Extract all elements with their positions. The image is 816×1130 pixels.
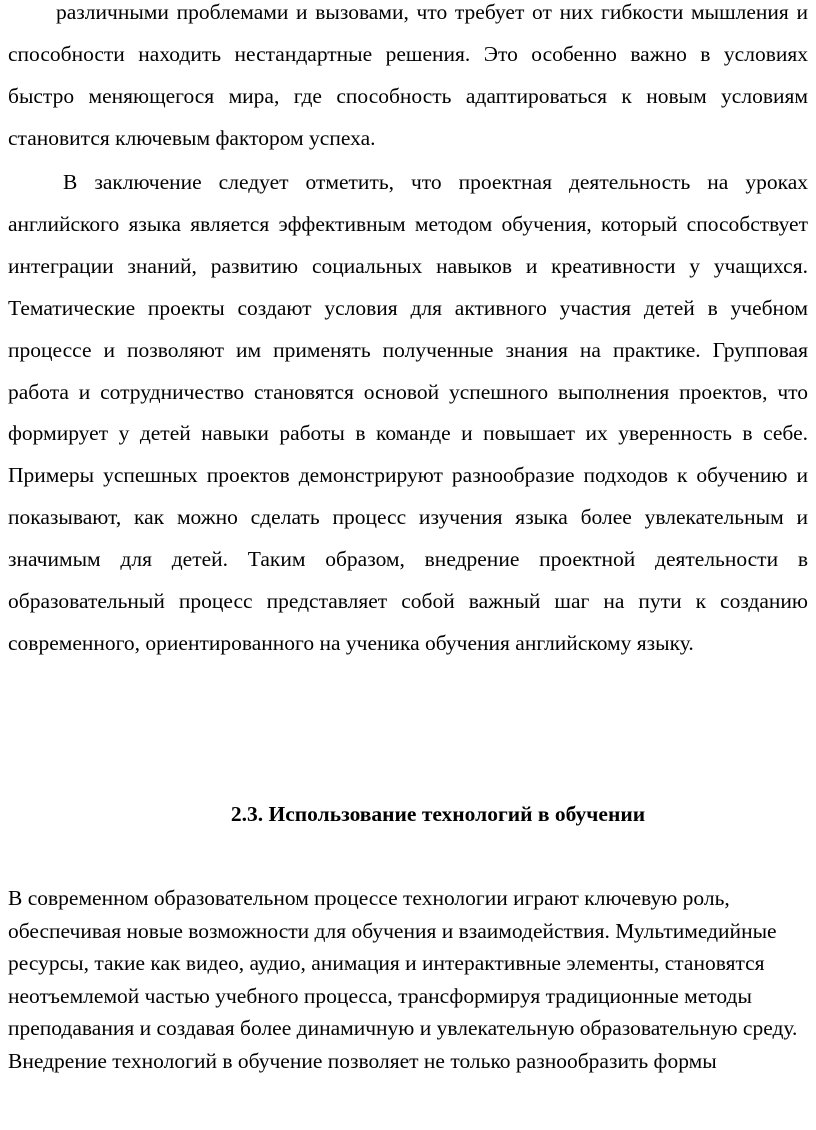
paragraph-continuation: различными проблемами и вызовами, что требует от них гибкости мышления и способности находить нестандартные решения. Это особенно важно в условиях быстро меняющегося мира, где способность адаптироваться к новым условиям становится ключевым фактором успеха. [8,0,808,150]
section-heading: 2.3. Использование технологий в обучении [230,802,646,826]
section-paragraph: В современном образовательном процессе технологии играют ключевую роль, обеспечивая новые возможности для обучения и взаимодействия. Мультимедийные ресурсы, такие как видео, аудио, анимация и интерактивные элементы, становятся неотъемлемой частью учебного процесса, трансформируя традиционные методы преподавания и создавая более динамичную и увлекательную образовательную среду. Внедрение технологий в обучение позволяет не только разнообразить формы [8,886,798,1073]
paragraph-conclusion: В заключение следует отметить, что проектная деятельность на уроках английского языка является эффективным методом обучения, который способствует интеграции знаний, развитию социальных навыков и креативности у учащихся. Тематические проекты создают условия для активного участия детей в учебном процессе и позволяют им применять полученные знания на практике. Групповая работа и сотрудничество становятся основой успешного выполнения проектов, что формирует у детей навыки работы в команде и повышает их уверенность в себе. Примеры успешных проектов демонстрируют разнообразие подходов к обучению и показывают, как можно сделать процесс изучения языка более увлекательным и значимым для детей. Таким образом, внедрение проектной деятельности в образовательный процесс представляет собой важный шаг на пути к созданию современного, ориентированного на ученика обучения английскому языку. [8,170,808,655]
